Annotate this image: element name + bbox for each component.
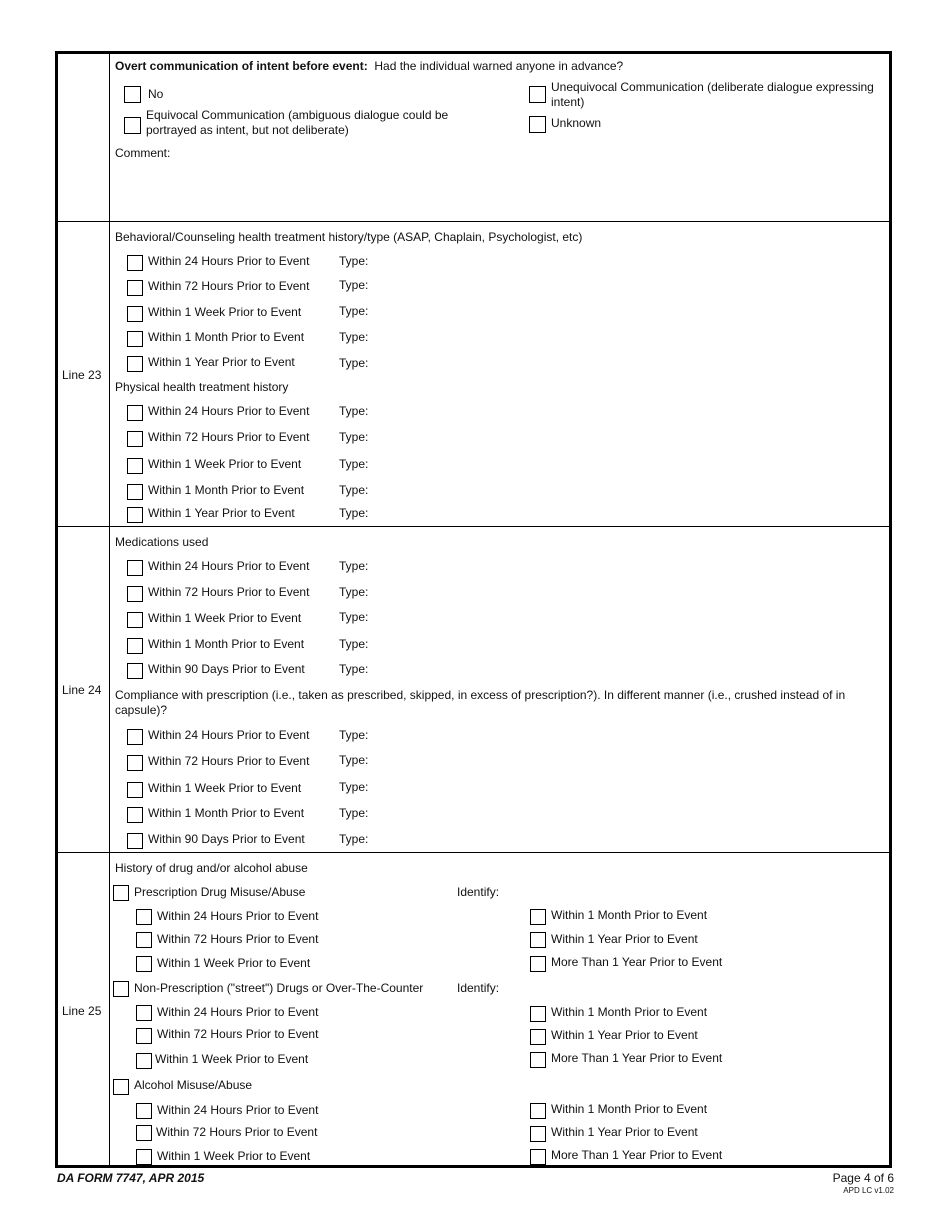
overt-communication-question: [115, 59, 623, 74]
alcohol-1y-label: Within 1 Year Prior to Event: [551, 1125, 698, 1139]
non-prescription-1y-label: Within 1 Year Prior to Event: [551, 1028, 698, 1042]
compliance-90d-checkbox[interactable]: [127, 833, 143, 849]
physical-1y-label: Within 1 Year Prior to Event: [148, 506, 295, 520]
alcohol-1y-checkbox[interactable]: [530, 1126, 546, 1142]
line-23-label: Line 23: [62, 368, 102, 382]
behavioral-72h-checkbox[interactable]: [127, 280, 143, 296]
compliance-90d-label: Within 90 Days Prior to Event: [148, 832, 305, 846]
compliance-1m-label: Within 1 Month Prior to Event: [148, 806, 305, 820]
non-prescription-1m-label: Within 1 Month Prior to Event: [551, 1005, 708, 1019]
non-prescription-1w-label: Within 1 Week Prior to Event: [155, 1052, 309, 1066]
medications-72h-checkbox[interactable]: [127, 586, 143, 602]
medications-1m-type-label: Type:: [339, 637, 369, 651]
comment-label: Comment:: [115, 146, 171, 160]
non-prescription-1w-checkbox[interactable]: [136, 1053, 152, 1069]
compliance-72h-checkbox[interactable]: [127, 755, 143, 771]
alcohol-72h-checkbox[interactable]: [136, 1125, 152, 1141]
physical-1w-checkbox[interactable]: [127, 458, 143, 474]
prescription-misuse-checkbox[interactable]: [113, 885, 129, 901]
compliance-24h-checkbox[interactable]: [127, 729, 143, 745]
compliance-1m-type-label: Type:: [339, 806, 369, 820]
prescription-misuse-label: Prescription Drug Misuse/Abuse: [134, 885, 306, 899]
alcohol-over1y-label: More Than 1 Year Prior to Event: [551, 1148, 723, 1162]
compliance-90d-type-label: Type:: [339, 832, 369, 846]
row-divider: [58, 526, 889, 527]
prescription-1w-checkbox[interactable]: [136, 956, 152, 972]
non-prescription-over1y-label: More Than 1 Year Prior to Event: [551, 1051, 723, 1065]
alcohol-24h-label: Within 24 Hours Prior to Event: [157, 1103, 319, 1117]
option-unknown-label: Unknown: [551, 116, 602, 130]
overt-communication-text: Had the individual warned anyone in advance?: [374, 59, 624, 73]
physical-24h-type-label: Type:: [339, 404, 369, 418]
non-prescription-24h-checkbox[interactable]: [136, 1005, 152, 1021]
medications-1w-checkbox[interactable]: [127, 612, 143, 628]
prescription-24h-checkbox[interactable]: [136, 909, 152, 925]
behavioral-1y-label: Within 1 Year Prior to Event: [148, 355, 295, 369]
medications-72h-label: Within 72 Hours Prior to Event: [148, 585, 310, 599]
behavioral-24h-label: Within 24 Hours Prior to Event: [148, 254, 310, 268]
line-25-label: Line 25: [62, 1004, 102, 1018]
medications-24h-label: Within 24 Hours Prior to Event: [148, 559, 310, 573]
form-version: APD LC v1.02: [843, 1186, 894, 1195]
behavioral-1w-checkbox[interactable]: [127, 306, 143, 322]
behavioral-72h-type-label: Type:: [339, 278, 369, 292]
medications-24h-type-label: Type:: [339, 559, 369, 573]
physical-history-title: Physical health treatment history: [115, 380, 289, 394]
behavioral-1w-label: Within 1 Week Prior to Event: [148, 305, 302, 319]
physical-1m-type-label: Type:: [339, 483, 369, 497]
compliance-1m-checkbox[interactable]: [127, 807, 143, 823]
physical-72h-type-label: Type:: [339, 430, 369, 444]
behavioral-1m-checkbox[interactable]: [127, 331, 143, 347]
alcohol-1w-checkbox[interactable]: [136, 1149, 152, 1165]
compliance-24h-type-label: Type:: [339, 728, 369, 742]
row-divider: [58, 221, 889, 222]
compliance-title: Compliance with prescription (i.e., taken as prescribed, skipped, in excess of prescription?). In different manner (i.e., crushed instead of in capsule)?: [115, 688, 846, 717]
option-no-label: No: [148, 87, 164, 101]
medications-1m-label: Within 1 Month Prior to Event: [148, 637, 305, 651]
option-equivocal-checkbox[interactable]: [124, 117, 141, 134]
compliance-72h-type-label: Type:: [339, 753, 369, 767]
line-24-label: Line 24: [62, 683, 102, 697]
physical-24h-label: Within 24 Hours Prior to Event: [148, 404, 310, 418]
compliance-1w-label: Within 1 Week Prior to Event: [148, 781, 302, 795]
prescription-24h-label: Within 24 Hours Prior to Event: [157, 909, 319, 923]
alcohol-1m-checkbox[interactable]: [530, 1103, 546, 1119]
physical-24h-checkbox[interactable]: [127, 405, 143, 421]
option-equivocal-label: Equivocal Communication (ambiguous dialogue could be portrayed as intent, but not deliberate): [146, 108, 449, 137]
medications-90d-label: Within 90 Days Prior to Event: [148, 662, 305, 676]
medications-title: Medications used: [115, 535, 209, 549]
medications-90d-checkbox[interactable]: [127, 663, 143, 679]
behavioral-24h-type-label: Type:: [339, 254, 369, 268]
physical-1w-type-label: Type:: [339, 457, 369, 471]
prescription-1m-label: Within 1 Month Prior to Event: [551, 908, 708, 922]
overt-communication-heading: Overt communication of intent before event:: [115, 59, 368, 73]
behavioral-1m-label: Within 1 Month Prior to Event: [148, 330, 305, 344]
prescription-72h-checkbox[interactable]: [136, 932, 152, 948]
compliance-1w-checkbox[interactable]: [127, 782, 143, 798]
alcohol-72h-label: Within 72 Hours Prior to Event: [156, 1125, 318, 1139]
non-prescription-over1y-checkbox[interactable]: [530, 1052, 546, 1068]
row-divider: [58, 852, 889, 853]
medications-72h-type-label: Type:: [339, 585, 369, 599]
medications-24h-checkbox[interactable]: [127, 560, 143, 576]
form-frame: [55, 51, 892, 1168]
non-prescription-72h-checkbox[interactable]: [136, 1028, 152, 1044]
option-unknown-checkbox[interactable]: [529, 116, 546, 133]
physical-72h-checkbox[interactable]: [127, 431, 143, 447]
non-prescription-1y-checkbox[interactable]: [530, 1029, 546, 1045]
physical-72h-label: Within 72 Hours Prior to Event: [148, 430, 310, 444]
non-prescription-label: Non-Prescription ("street") Drugs or Over-The-Counter: [134, 981, 424, 995]
physical-1m-checkbox[interactable]: [127, 484, 143, 500]
prescription-identify-label: Identify:: [457, 885, 500, 899]
compliance-72h-label: Within 72 Hours Prior to Event: [148, 754, 310, 768]
alcohol-misuse-checkbox[interactable]: [113, 1079, 129, 1095]
behavioral-1y-type-label: Type:: [339, 356, 369, 370]
alcohol-over1y-checkbox[interactable]: [530, 1149, 546, 1165]
physical-1y-type-label: Type:: [339, 506, 369, 520]
prescription-1y-checkbox[interactable]: [530, 932, 546, 948]
behavioral-history-title: Behavioral/Counseling health treatment history/type (ASAP, Chaplain, Psychologist, etc): [115, 230, 583, 244]
prescription-over1y-checkbox[interactable]: [530, 956, 546, 972]
non-prescription-1m-checkbox[interactable]: [530, 1006, 546, 1022]
physical-1m-label: Within 1 Month Prior to Event: [148, 483, 305, 497]
prescription-1m-checkbox[interactable]: [530, 909, 546, 925]
medications-1m-checkbox[interactable]: [127, 638, 143, 654]
prescription-1w-label: Within 1 Week Prior to Event: [157, 956, 311, 970]
prescription-over1y-label: More Than 1 Year Prior to Event: [551, 955, 723, 969]
alcohol-misuse-label: Alcohol Misuse/Abuse: [134, 1078, 253, 1092]
non-prescription-72h-label: Within 72 Hours Prior to Event: [157, 1027, 319, 1041]
compliance-24h-label: Within 24 Hours Prior to Event: [148, 728, 310, 742]
behavioral-1m-type-label: Type:: [339, 330, 369, 344]
non-prescription-identify-label: Identify:: [457, 981, 500, 995]
option-no-checkbox[interactable]: [124, 86, 141, 103]
form-identifier: DA FORM 7747, APR 2015: [57, 1171, 205, 1185]
alcohol-1m-label: Within 1 Month Prior to Event: [551, 1102, 708, 1116]
behavioral-24h-checkbox[interactable]: [127, 255, 143, 271]
substance-history-title: History of drug and/or alcohol abuse: [115, 861, 308, 875]
compliance-1w-type-label: Type:: [339, 780, 369, 794]
alcohol-24h-checkbox[interactable]: [136, 1103, 152, 1119]
behavioral-72h-label: Within 72 Hours Prior to Event: [148, 279, 310, 293]
medications-90d-type-label: Type:: [339, 662, 369, 676]
option-unequivocal-checkbox[interactable]: [529, 86, 546, 103]
medications-1w-type-label: Type:: [339, 610, 369, 624]
medications-1w-label: Within 1 Week Prior to Event: [148, 611, 302, 625]
physical-1y-checkbox[interactable]: [127, 507, 143, 523]
option-unequivocal-label: Unequivocal Communication (deliberate dialogue expressing intent): [551, 80, 874, 109]
physical-1w-label: Within 1 Week Prior to Event: [148, 457, 302, 471]
prescription-1y-label: Within 1 Year Prior to Event: [551, 932, 698, 946]
alcohol-1w-label: Within 1 Week Prior to Event: [157, 1149, 311, 1163]
prescription-72h-label: Within 72 Hours Prior to Event: [157, 932, 319, 946]
behavioral-1y-checkbox[interactable]: [127, 356, 143, 372]
behavioral-1w-type-label: Type:: [339, 304, 369, 318]
page-number: Page 4 of 6: [832, 1171, 894, 1185]
non-prescription-checkbox[interactable]: [113, 981, 129, 997]
non-prescription-24h-label: Within 24 Hours Prior to Event: [157, 1005, 319, 1019]
